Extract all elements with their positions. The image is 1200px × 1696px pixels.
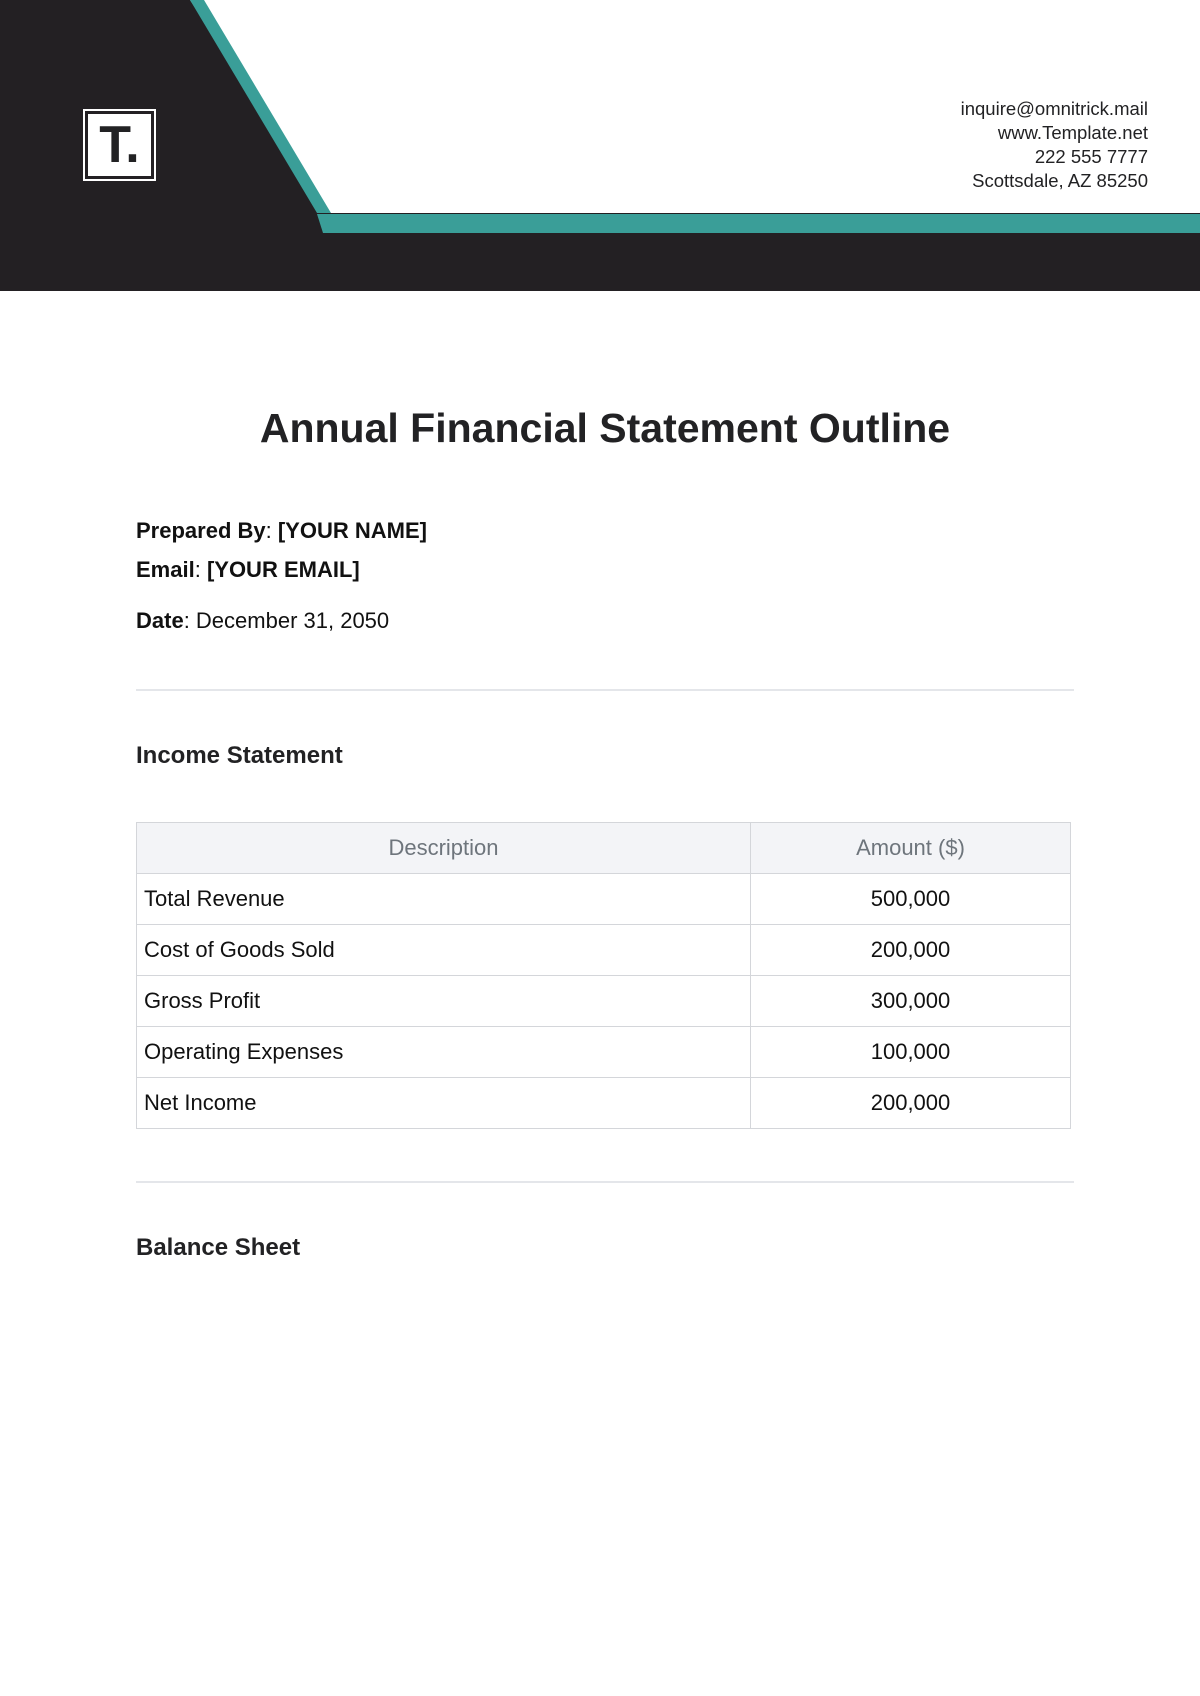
contact-phone: 222 555 7777: [1034, 146, 1148, 167]
contact-website: www.Template.net: [997, 122, 1148, 143]
date-line: Date: December 31, 2050: [136, 608, 390, 633]
column-header-description: Description: [137, 823, 751, 874]
date-label: Date: [136, 608, 184, 633]
row-amount: 500,000: [751, 874, 1071, 925]
row-amount: 100,000: [751, 1027, 1071, 1078]
table-row: [137, 1078, 1071, 1129]
row-description: Operating Expenses: [137, 1027, 751, 1078]
company-logo: [83, 109, 156, 181]
header-teal-stripe: [317, 214, 1200, 233]
email-value: [YOUR EMAIL]: [206, 557, 360, 582]
row-amount: 200,000: [751, 1078, 1071, 1129]
column-header-amount: Amount ($): [751, 823, 1071, 874]
income-statement-table: [136, 822, 1071, 1129]
page-header: [0, 0, 1200, 291]
section-divider: [136, 1181, 1074, 1183]
row-description: Cost of Goods Sold: [137, 925, 751, 976]
income-statement-heading: Income Statement: [136, 742, 343, 769]
table-row: [137, 925, 1071, 976]
table-row: [137, 976, 1071, 1027]
contact-email: inquire@omnitrick.mail: [960, 98, 1148, 119]
contact-address: Scottsdale, AZ 85250: [972, 170, 1148, 191]
section-divider: [136, 689, 1074, 691]
row-description: Total Revenue: [137, 874, 751, 925]
prepared-by-label: Prepared By: [136, 518, 266, 543]
email-line: Email: [YOUR EMAIL]: [136, 557, 360, 582]
logo-inner: [88, 114, 151, 176]
row-amount: 200,000: [751, 925, 1071, 976]
row-description: Net Income: [137, 1078, 751, 1129]
prepared-by-value: [YOUR NAME]: [277, 518, 427, 543]
prepared-by-line: Prepared By: [YOUR NAME]: [136, 518, 427, 543]
row-amount: 300,000: [751, 976, 1071, 1027]
logo-letter: T.: [99, 116, 140, 174]
email-label: Email: [136, 557, 195, 582]
balance-sheet-heading: Balance Sheet: [136, 1234, 301, 1261]
date-value: December 31, 2050: [195, 608, 390, 633]
table-row: [137, 1027, 1071, 1078]
contact-block: [961, 97, 1148, 193]
table-header-row: [137, 823, 1071, 874]
row-description: Gross Profit: [137, 976, 751, 1027]
table-row: [137, 874, 1071, 925]
document-title: Annual Financial Statement Outline: [259, 405, 951, 451]
